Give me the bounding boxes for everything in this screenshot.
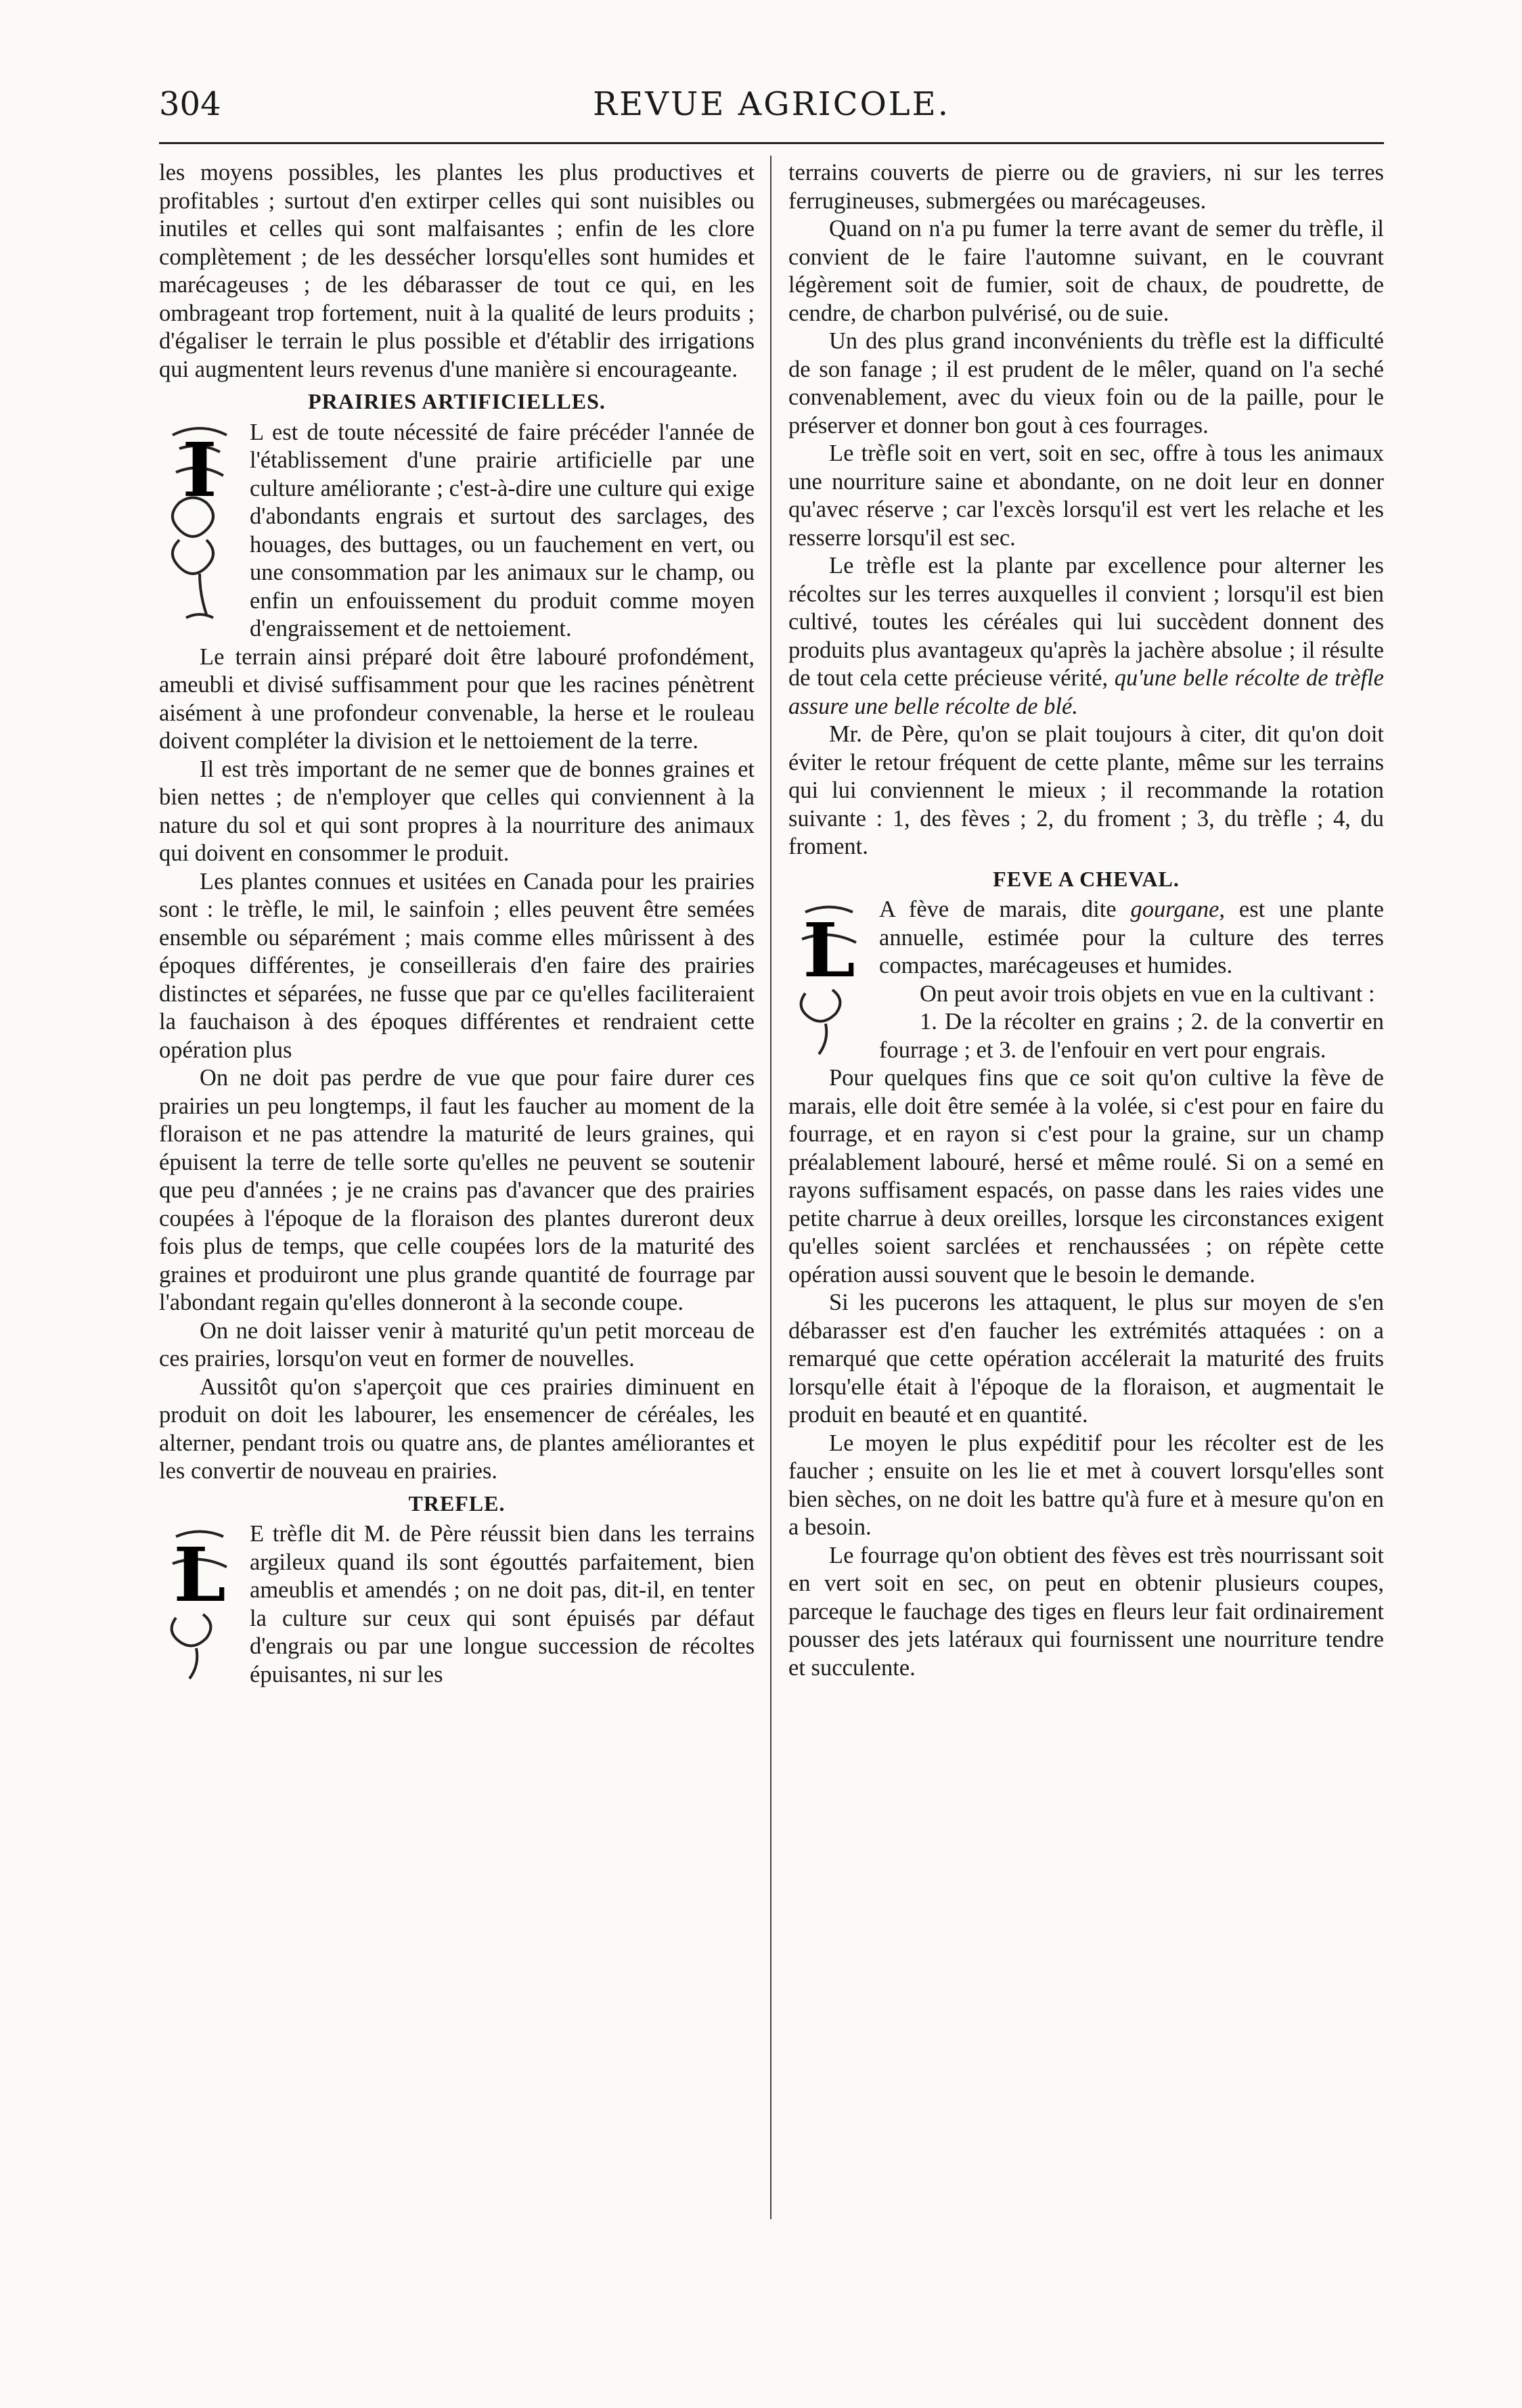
paragraph: Le moyen le plus expéditif pour les récolter est de les faucher ; ensuite on les lie et met à couvert lorsqu'elles sont bien sèches, on ne doit les battre qu'à fure et à mesure qu'on en a besoin. — [788, 1430, 1384, 1540]
left-column — [159, 159, 755, 1689]
dropcap-letter: I — [182, 426, 217, 514]
paragraph: Le terrain ainsi préparé doit être labouré profondément, ameubli et divisé suffisamment pour que les racines pénètrent aisément à une profondeur convenable, la herse et le rouleau doivent compléter la division et le nettoiement de la terre. — [159, 643, 755, 754]
section-heading-feve: FEVE A CHEVAL. — [993, 866, 1180, 891]
paragraph: Quand on n'a pu fumer la terre avant de semer du trèfle, il convient de le faire l'automne suivant, en le couvrant légèrement soit de fumier, soit de chaux, de poudrette, de cendre, de charbon pulvérisé, ou de suie. — [788, 216, 1384, 326]
column-divider — [770, 156, 771, 2219]
paragraph: Aussitôt qu'on s'aperçoit que ces prairies diminuent en produit on doit les labourer, les ensemencer de céréales, les alterner, pendant trois ou quatre ans, de plantes améliorantes et les convertir de nouveau en prairies. — [159, 1373, 755, 1484]
dropcap-letter: L — [803, 907, 855, 994]
section-heading-prairies: PRAIRIES ARTIFICIELLES. — [308, 389, 606, 413]
paragraph: On ne doit pas perdre de vue que pour faire durer ces prairies un peu longtemps, il faut les faucher au moment de la floraison et ne pas attendre la maturité de leurs graines, qui épuisent la terre de telle sorte qu'elles ne peuvent se soutenir que peu d'années ; je ne crains pas d'avancer que des prairies coupées à l'époque de la floraison des plantes dureront deux fois plus de temps, que celle coupées lors de la maturité des graines et produiront une plus grande quantité de fourrage par l'abondant regain qu'elles donneront à la seconde coupe. — [159, 1065, 755, 1315]
paragraph: Le trèfle soit en vert, soit en sec, offre à tous les animaux une nourriture saine et abondante, on ne doit leur en donner qu'avec réserve ; car l'excès lorsqu'il est vert les relache et les resserre lorsqu'il est sec. — [788, 440, 1384, 551]
paragraph: Si les pucerons les attaquent, le plus sur moyen de s'en débarasser est d'en faucher les extrémités attaquées : on a remarqué que cette opération accélerait la maturité des fruits lorsqu'elle était à l'époque de la floraison, et augmentait le produit en beauté et en quantité. — [788, 1290, 1384, 1428]
section-heading-trefle: TREFLE. — [408, 1491, 506, 1516]
paragraph: L est de toute nécessité de faire précéder l'année de l'établissement d'une prairie artificielle par une culture améliorante ; c'est-à-dire une culture qui exige d'abondants engrais et surtout des sarclages, des houages, des buttages, ou un fauchement en vert, ou une consommation par les animaux sur le champ, ou enfin un enfouissement du produit comme moyen d'engraissement et de nettoiement. — [250, 419, 755, 641]
dropcap-letter: L — [173, 1531, 226, 1618]
paragraph: les moyens possibles, les plantes les plus productives et profitables ; surtout d'en extirper celles qui sont nuisibles ou inutiles et celles qui sont malfaisantes ; enfin de les clore complètement ; de les dessécher lorsqu'elles sont humides et marécageuses ; de les débarasser de tout ce qui, en les ombrageant trop fortement, nuit à la qualité de leurs produits ; d'égaliser le terrain le plus possible et d'établir des irrigations qui augmentent leurs revenus d'une manière si encourageante. — [159, 160, 755, 382]
ornamental-dropcap — [788, 899, 870, 1061]
paragraph: On ne doit laisser venir à maturité qu'un petit morceau de ces prairies, lorsqu'on veut en former de nouvelles. — [159, 1317, 755, 1371]
page-number: 304 — [159, 85, 221, 123]
italic-phrase: qu'une belle récolte de trèfle assure une belle récolte de blé. — [788, 665, 1384, 719]
paragraph: Un des plus grand inconvénients du trèfle est la difficulté de son fanage ; il est prudent de le mêler, quand on l'a seché convenablement, avec du vieux foin ou de la paille, pour le préserver et donner bon gout à ces fourrages. — [788, 328, 1384, 438]
ornamental-dropcap — [159, 1523, 240, 1685]
page-header — [159, 73, 1384, 127]
paragraph: Les plantes connues et usitées en Canada pour les prairies sont : le trèfle, le mil, le sainfoin ; elles peuvent être semées ensemble ou séparément ; mais comme elles mûrissent à des époques différentes, je conseillerais d'en faire des prairies distinctes et séparées, ne fusse que par ce qu'elles faciliteraient la fauchaison à des époques différentes et rendraient cette opération plus — [159, 868, 755, 1063]
paragraph — [788, 552, 1384, 721]
paragraph — [788, 896, 1384, 980]
running-title: REVUE AGRICOLE. — [593, 85, 950, 123]
paragraph: 1. De la récolter en grains ; 2. de la convertir en fourrage ; et 3. de l'enfouir en vert pour engrais. — [879, 1009, 1384, 1063]
paragraph-text: est une plante annuelle, estimée pour la culture des terres compactes, marécageuses et humides. — [879, 896, 1384, 978]
paragraph: Pour quelques fins que ce soit qu'on cultive la fève de marais, elle doit être semée à la volée, si c'est pour en faire du fourrage, et en rayon si c'est pour la graine, sur un champ préalablement labouré, hersé et même roulé. Si on a semé en rayons suffisament espacés, on passe dans les raies vides une petite charrue à deux oreilles, lorsque les circonstances exigent qu'elles soient sarclées et renchaussées ; on répète cette opération aussi souvent que le besoin le demande. — [788, 1065, 1384, 1288]
paragraph: Il est très important de ne semer que de bonnes graines et bien nettes ; de n'employer que celles qui conviennent à la nature du sol et qui sont propres à la nourriture des animaux qui doivent en consommer le produit. — [159, 756, 755, 866]
paragraph: E trèfle dit M. de Père réussit bien dans les terrains argileux quand ils sont égouttés parfaitement, bien ameublis et amendés ; on ne doit pas, dit-il, en tenter la culture sur ceux qui sont épuisés par défaut d'engrais ou par une longue succession de récoltes épuisantes, ni sur les — [250, 1521, 755, 1687]
dropcap-ornament-icon — [788, 899, 870, 1061]
dropcap-ornament-icon — [159, 422, 240, 624]
paragraph-text: A fève de marais, dite — [879, 896, 1117, 922]
dropcap-ornament-icon — [159, 1523, 240, 1685]
italic-word: gourgane, — [1130, 896, 1226, 922]
paragraph: Mr. de Père, qu'on se plait toujours à citer, dit qu'on doit éviter le retour fréquent de cette plante, même sur les terrains qui lui conviennent le mieux ; il recommande la rotation suivante : 1, des fèves ; 2, du froment ; 3, du trèfle ; 4, du froment. — [788, 721, 1384, 859]
header-rule — [159, 142, 1384, 144]
paragraph: terrains couverts de pierre ou de graviers, ni sur les terres ferrugineuses, submergées ou marécageuses. — [788, 160, 1384, 214]
paragraph-text: Le trèfle est la plante par excellence pour alterner les récoltes sur les terres auxquelles il convient ; lorsqu'il est bien cultivé, toutes les céréales qui lui succèdent donnent des produits plus avantageux qu'après la jachère absolue ; il résulte de tout cela cette précieuse vérité, — [788, 553, 1384, 691]
paragraph: On peut avoir trois objets en vue en la cultivant : — [920, 980, 1375, 1007]
ornamental-dropcap — [159, 422, 240, 624]
right-column — [788, 159, 1384, 1682]
paragraph: Le fourrage qu'on obtient des fèves est très nourrissant soit en vert soit en sec, on peut en obtenir plusieurs coupes, parceque le fauchage des tiges en fleurs leur fait ordinairement pousser des jets latéraux qui fournissent une nourriture tendre et succulente. — [788, 1542, 1384, 1681]
